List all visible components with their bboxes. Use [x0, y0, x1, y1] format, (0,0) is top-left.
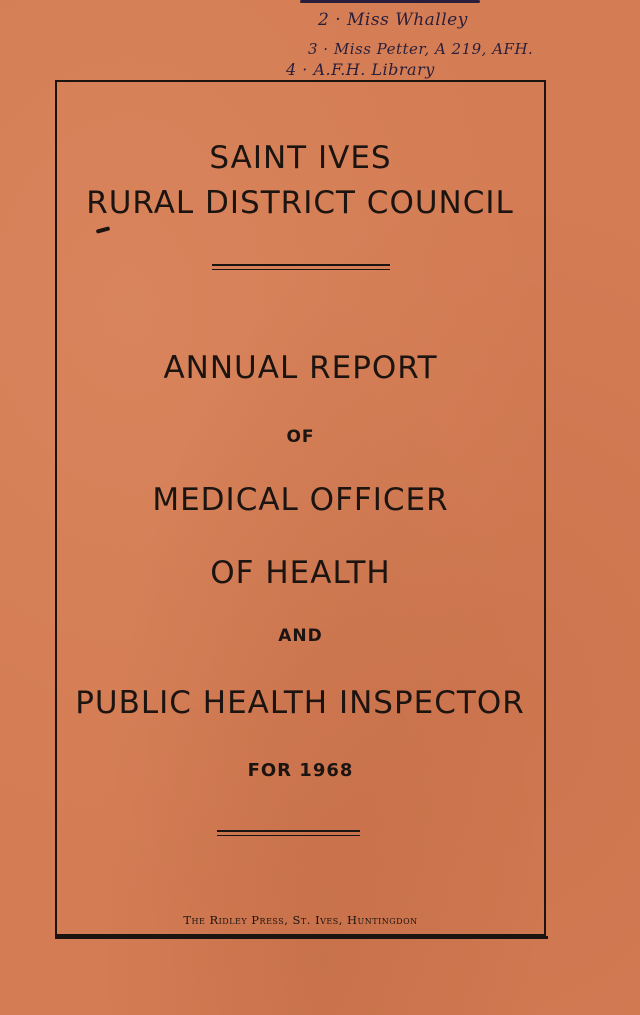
council-name-line2: RURAL DISTRICT COUNCIL [86, 185, 514, 221]
handwritten-line-3: 4 · A.F.H. Library [286, 60, 435, 79]
report-year: FOR 1968 [247, 760, 354, 781]
printer-imprint: The Ridley Press, St. Ives, Huntingdon [183, 913, 418, 927]
top-double-rule [212, 264, 390, 270]
connector-of: OF [286, 427, 315, 447]
handwritten-scribble [300, 0, 480, 3]
council-name-line1: SAINT IVES [209, 140, 392, 176]
connector-and: AND [278, 626, 323, 646]
report-title: ANNUAL REPORT [163, 350, 438, 386]
bottom-double-rule [217, 830, 360, 836]
handwritten-line-2: 3 · Miss Petter, A 219, AFH. [308, 40, 534, 58]
handwritten-line-1: 2 · Miss Whalley [318, 10, 468, 30]
subject-line-1: MEDICAL OFFICER [152, 482, 449, 518]
subject-line-3: PUBLIC HEALTH INSPECTOR [75, 685, 525, 721]
cover-border-bottom-rule [55, 936, 548, 939]
subject-line-2: OF HEALTH [210, 555, 391, 591]
